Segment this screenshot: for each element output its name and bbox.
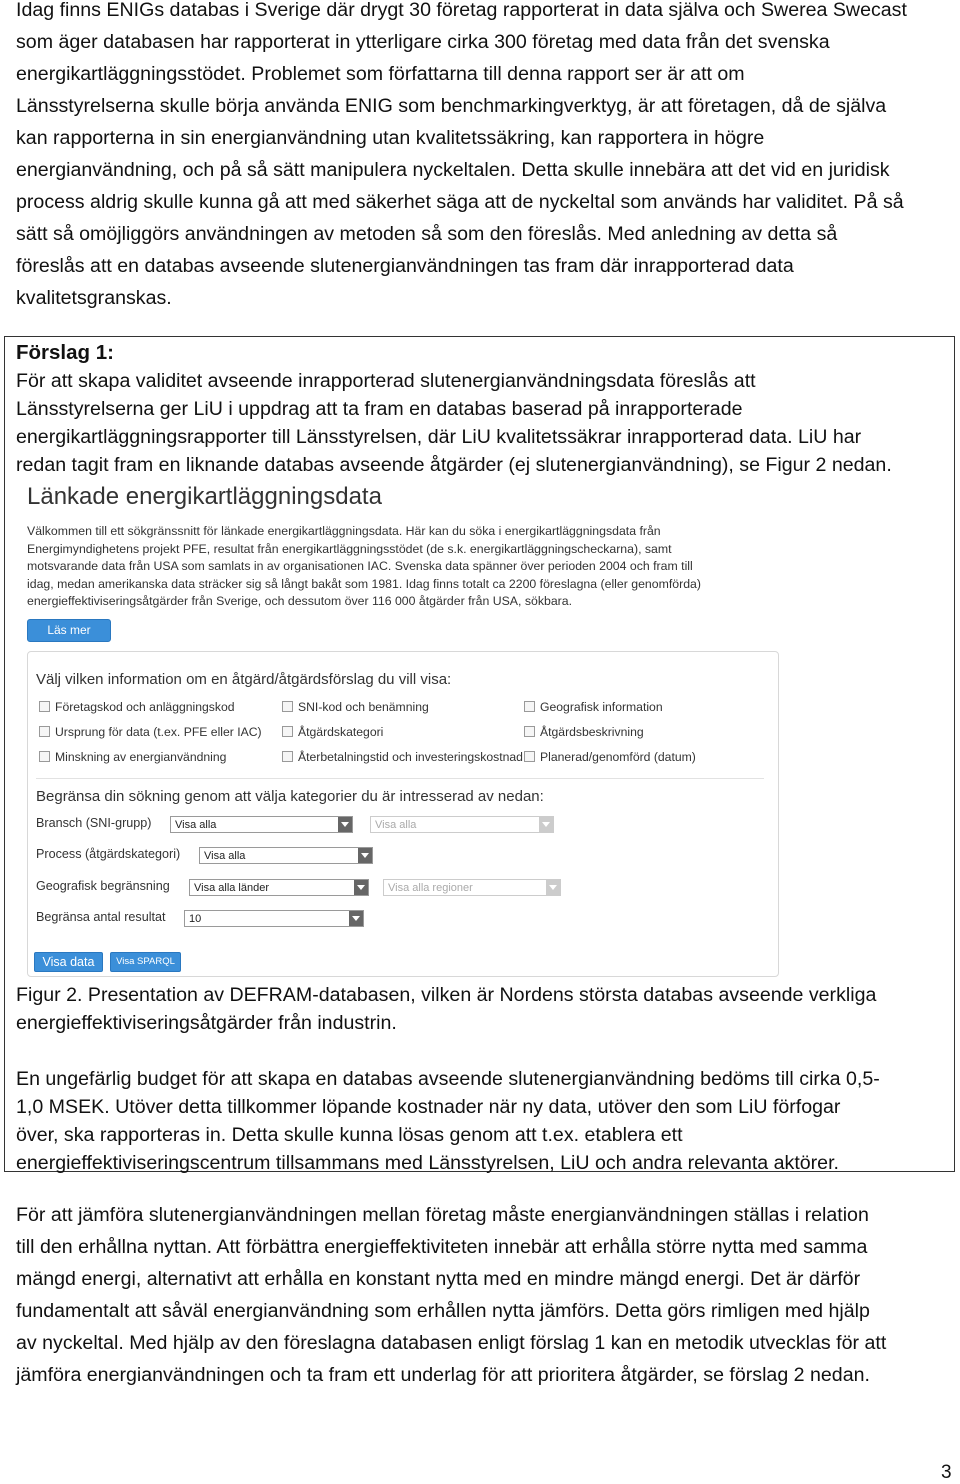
text-line: energikartläggningsstödet. Problemet som författarna till denna rapport ser är att om xyxy=(16,63,745,85)
process-label: Process (åtgärdskategori) xyxy=(36,847,181,861)
text-line: En ungefärlig budget för att skapa en databas avseende slutenergianvändning bedöms till cirka 0,5- xyxy=(16,1068,880,1090)
text-line: jämföra energianvändningen och ta fram ett underlag för att prioritera åtgärder, se förslag 2 nedan. xyxy=(16,1364,870,1386)
checkbox-box[interactable] xyxy=(39,701,50,712)
show-sparql-button[interactable]: Visa SPARQL xyxy=(110,952,181,972)
bransch-label: Bransch (SNI-grupp) xyxy=(36,816,152,830)
text-line: energianvändning, och på så sätt manipulera nyckeltalen. Detta skulle innebära att det vid en juridisk xyxy=(16,159,890,181)
text-line: Välkommen till ett sökgränssnitt för länkade energikartläggningsdata. Här kan du söka i energikartläggningsdata från xyxy=(27,524,661,538)
checkbox-box[interactable] xyxy=(39,726,50,737)
text-line: Länsstyrelserna ger LiU i uppdrag att ta fram en databas baserad på inrapporterade xyxy=(16,398,743,420)
text-line: som äger databasen har rapporterat in ytterligare cirka 300 företag med data från det svenska xyxy=(16,31,830,53)
text-line: kvalitetsgranskas. xyxy=(16,287,172,309)
text-line: av nyckeltal. Med hjälp av den föreslagna databasen enligt förslag 1 kan en metodik utvecklas för att xyxy=(16,1332,887,1354)
text-line: energieffektiviseringscentrum tillsammans med Länsstyrelsen, LiU och andra relevanta aktörer. xyxy=(16,1152,839,1174)
chevron-down-icon xyxy=(354,880,368,895)
geo-select[interactable]: Visa alla länder xyxy=(189,879,369,896)
chevron-down-icon xyxy=(358,848,372,863)
text-line: idag, medan amerikanska data sträcker sig så långt bakåt som 1981. Idag finns totalt ca 2200 föreslagna (eller genomförda) xyxy=(27,576,701,591)
checkbox-measure-description[interactable]: Åtgärdsbeskrivning xyxy=(524,725,644,739)
text-line: över, ska rapporteras in. Detta skulle kunna lösas genom att t.ex. etablera ett xyxy=(16,1124,683,1146)
text-line: För att jämföra slutenergianvändningen mellan företag måste energianvändningen ställas i relation xyxy=(16,1204,869,1226)
text-line: Länsstyrelserna skulle börja använda ENIG som benchmarkingverktyg, är att företagen, då de själva xyxy=(16,95,887,117)
text-line: Energimyndighetens projekt PFE, resultat från energikartläggningsstödet (de s.k. energikartläggningscheckarna), samt xyxy=(27,541,672,556)
text-line: Figur 2. Presentation av DEFRAM-databasen, vilken är Nordens största databas avseende verkliga xyxy=(16,984,877,1006)
checkbox-planned-date[interactable]: Planerad/genomförd (datum) xyxy=(524,750,696,764)
text-line: kan rapporterna in sin energianvändning utan kvalitetssäkring, kan rapportera in högre xyxy=(16,127,765,149)
chevron-down-icon xyxy=(539,817,553,832)
chevron-down-icon xyxy=(338,817,352,832)
figure-description xyxy=(27,523,767,611)
checkbox-box[interactable] xyxy=(282,751,293,762)
read-more-button[interactable]: Läs mer xyxy=(27,619,111,642)
limit-select[interactable]: 10 xyxy=(184,910,364,927)
text-line: föreslås att en databas avseende slutenergianvändningen tas fram där inrapporterad data xyxy=(16,255,794,277)
bransch-select[interactable]: Visa alla xyxy=(170,816,353,833)
checkbox-box[interactable] xyxy=(524,726,535,737)
proposal-paragraph xyxy=(16,367,951,479)
text-line: mängd energi, alternativt att erhålla en konstant nytta med en mindre mängd energi. Det är därför xyxy=(16,1268,861,1290)
text-line: fundamentalt att såväl energianvändning som erhållen nytta jämförs. Detta görs rimligen med hjälp xyxy=(16,1300,870,1322)
text-line: till den erhållna nyttan. Att förbättra energieffektiviteten innebär att erhålla större nytta med samma xyxy=(16,1236,868,1258)
text-line: motsvarande data från USA som samlats in av organisationen IAC. Svenska data spänner över perioden 2004 och fram till xyxy=(27,559,693,574)
checkbox-payback[interactable]: Återbetalningstid och investeringskostnad xyxy=(282,750,523,764)
limit-label: Begränsa antal resultat xyxy=(36,910,166,924)
checkbox-box[interactable] xyxy=(282,726,293,737)
text-line: energieffektiviseringsåtgärder från industrin. xyxy=(16,1012,397,1034)
checkbox-measure-category[interactable]: Åtgärdskategori xyxy=(282,725,383,739)
filter-heading: Begränsa din sökning genom att välja kategorier du är intresserad av nedan: xyxy=(36,788,544,805)
geo-label: Geografisk begränsning xyxy=(36,879,170,893)
checkbox-company-code[interactable]: Företagskod och anläggningskod xyxy=(39,700,235,714)
figure-caption xyxy=(16,981,951,1037)
text-line: Idag finns ENIGs databas i Sverige där drygt 30 företag rapporterat in data själva och Swerea Swecast xyxy=(16,0,907,21)
figure-title: Länkade energikartläggningsdata xyxy=(27,483,382,510)
checkbox-geo-info[interactable]: Geografisk information xyxy=(524,700,663,714)
chevron-down-icon xyxy=(349,911,363,926)
bransch-sub-select[interactable]: Visa alla xyxy=(370,816,554,833)
show-data-button[interactable]: Visa data xyxy=(34,952,103,972)
divider xyxy=(36,778,764,779)
text-line: energikartläggningsrapporter till Länsstyrelsen, där LiU kvalitetssäkrar inrapporterad data. LiU har xyxy=(16,426,862,448)
proposal-title: Förslag 1: xyxy=(16,341,114,364)
intro-paragraph xyxy=(16,0,951,314)
text-line: process aldrig skulle kunna gå att med säkerhet säga att de nyckeltal som används har validitet. På så xyxy=(16,191,904,213)
checkbox-box[interactable] xyxy=(39,751,50,762)
text-line: sätt så omöjliggörs användningen av metoden så som den föreslås. Med anledning av detta så xyxy=(16,223,838,245)
checkbox-sni-code[interactable]: SNI-kod och benämning xyxy=(282,700,429,714)
chevron-down-icon xyxy=(546,880,560,895)
text-line: energieffektiviseringsåtgärder från Sverige, och dessutom över 116 000 åtgärder från USA, sökbara. xyxy=(27,594,573,609)
outro-paragraph xyxy=(16,1199,951,1391)
checkbox-box[interactable] xyxy=(524,751,535,762)
page-number: 3 xyxy=(941,1462,952,1483)
process-select[interactable]: Visa alla xyxy=(199,847,373,864)
text-line: redan tagit fram en liknande databas avseende åtgärder (ej slutenergianvändning), se Figur 2 nedan. xyxy=(16,454,892,476)
checkbox-box[interactable] xyxy=(524,701,535,712)
checkbox-data-origin[interactable]: Ursprung för data (t.ex. PFE eller IAC) xyxy=(39,725,262,739)
geo-sub-select[interactable]: Visa alla regioner xyxy=(383,879,561,896)
budget-paragraph xyxy=(16,1065,951,1177)
text-line: 1,0 MSEK. Utöver detta tillkommer löpande kostnader när ny data, utöver den som LiU förfogar xyxy=(16,1096,841,1118)
info-heading: Välj vilken information om en åtgärd/åtgärdsförslag du vill visa: xyxy=(36,671,452,688)
proposal-box xyxy=(4,336,955,1172)
checkbox-box[interactable] xyxy=(282,701,293,712)
search-panel xyxy=(27,651,779,977)
figure-screenshot xyxy=(23,481,783,979)
text-line: För att skapa validitet avseende inrapporterad slutenergianvändningsdata föreslås att xyxy=(16,370,756,392)
checkbox-energy-reduction[interactable]: Minskning av energianvändning xyxy=(39,750,226,764)
